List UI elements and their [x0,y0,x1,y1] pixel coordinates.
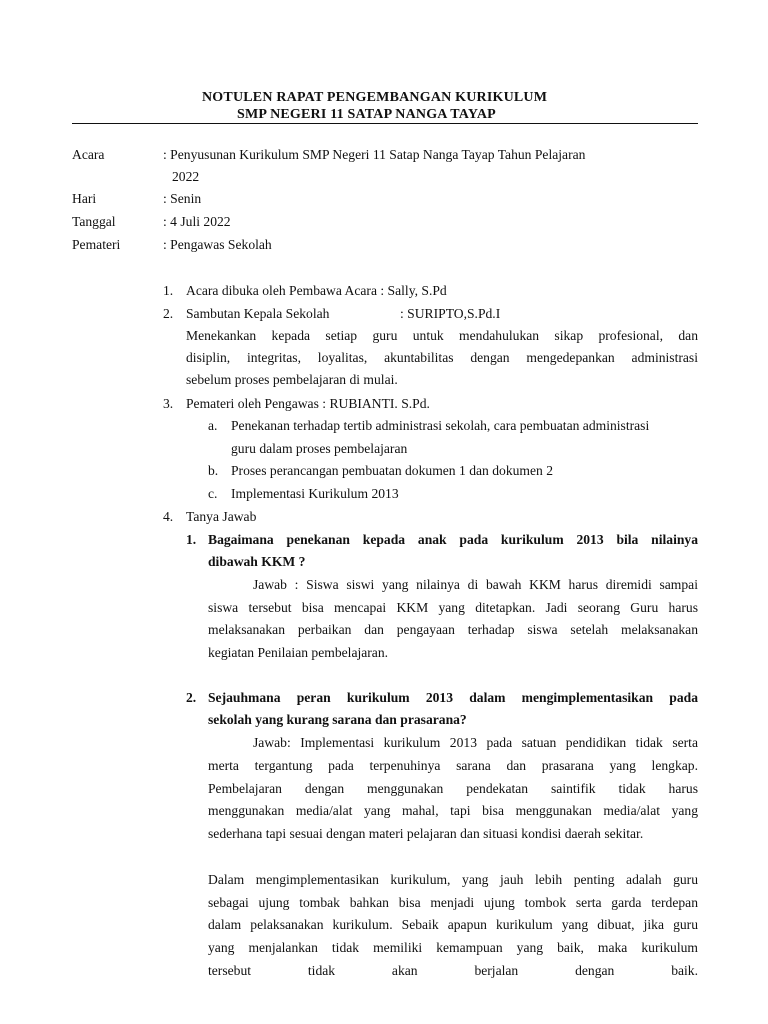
answer-2-line1: Jawab: Implementasi kurikulum 2013 pada satuan pendidikan tidak serta [253,735,698,750]
question-number-2: 2. [186,690,197,705]
sub-letter-b: b. [208,463,219,478]
agenda-item-2-para-line3: sebelum proses pembelajaran di mulai. [186,372,398,387]
agenda-item-3-text: Pemateri oleh Pengawas : RUBIANTI. S.Pd. [186,396,430,411]
info-value-pemateri: : Pengawas Sekolah [163,237,272,252]
title-underline [72,123,698,124]
info-label-pemateri: Pemateri [72,237,121,252]
question-number-1: 1. [186,532,197,547]
answer-2-line4: menggunakan media/alat yang mahal, tapi bisa menggunakan media/alat yang [208,803,698,818]
sub-item-a-line1: Penekanan terhadap tertib administrasi sekolah, cara pembuatan administrasi [231,418,650,433]
answer-1-line4: kegiatan Penilaian pembelajaran. [208,645,389,660]
answer-1-line1: Jawab : Siswa siswi yang nilainya di bawah KKM harus diremidi sampai [253,577,698,592]
sub-item-c: Implementasi Kurikulum 2013 [231,486,399,501]
agenda-item-2-value: : SURIPTO,S.Pd.I [400,306,501,321]
info-value-tanggal: : 4 Juli 2022 [163,214,231,229]
info-label-tanggal: Tanggal [72,214,116,229]
info-label-hari: Hari [72,191,97,206]
question-1-line1: Bagaimana penekanan kepada anak pada kurikulum 2013 bila nilainya [208,532,698,547]
info-value-hari: : Senin [163,191,202,206]
agenda-number-4: 4. [163,509,174,524]
agenda-item-2-label: Sambutan Kepala Sekolah [186,306,330,321]
agenda-number-2: 2. [163,306,174,321]
answer-2-line5: sederhana tapi sesuai dengan materi pelajaran dan situasi kondisi daerah sekitar. [208,826,644,841]
sub-item-b: Proses perancangan pembuatan dokumen 1 dan dokumen 2 [231,463,554,478]
answer-1-line2: siswa tersebut bisa mencapai KKM yang ditetapkan. Jadi seorang Guru harus [208,600,698,615]
sub-letter-a: a. [208,418,218,433]
document-title-line2: SMP NEGERI 11 SATAP NANGA TAYAP [237,107,496,122]
agenda-number-1: 1. [163,283,174,298]
info-label-acara: Acara [72,147,105,162]
sub-letter-c: c. [208,486,218,501]
answer-2-line2: merta tergantung pada terpenuhinya sarana dan prasarana yang lengkap. [208,758,698,773]
sub-item-a-line2: guru dalam proses pembelajaran [231,441,408,456]
answer-1-line3: melaksanakan perbaikan dan pengayaan terhadap siswa setelah melaksanakan [208,622,698,637]
agenda-number-3: 3. [163,396,174,411]
info-value-acara: : Penyusunan Kurikulum SMP Negeri 11 Satap Nanga Tayap Tahun Pelajaran [163,147,586,162]
answer-2-para2-line5: tersebut tidak akan berjalan dengan baik. [208,963,698,978]
agenda-item-2-para-line2: disiplin, integritas, loyalitas, akuntabilitas dengan mengedepankan administrasi [186,350,698,365]
answer-2-para2-line4: yang menjalankan tidak memiliki kemampuan yang baik, maka kurikulum [208,940,698,955]
agenda-item-4-text: Tanya Jawab [186,509,257,524]
document-title-line1: NOTULEN RAPAT PENGEMBANGAN KURIKULUM [202,90,548,105]
question-2-line1: Sejauhmana peran kurikulum 2013 dalam mengimplementasikan pada [208,690,698,705]
question-2-line2: sekolah yang kurang sarana dan prasarana? [208,712,467,727]
agenda-item-1-text: Acara dibuka oleh Pembawa Acara : Sally, S.Pd [186,283,447,298]
answer-2-para2-line3: dalam pelaksanakan kurikulum. Sebaik apapun kurikulum yang dibuat, jika guru [208,917,698,932]
answer-2-para2-line1: Dalam mengimplementasikan kurikulum, yang jauh lebih penting adalah guru [208,872,698,887]
question-1-line2: dibawah KKM ? [208,554,306,569]
answer-2-para2-line2: sebagai ujung tombak bahkan bisa menjadi ujung tombok serta garda terdepan [208,895,698,910]
info-value-acara-cont: 2022 [172,169,200,184]
agenda-item-2-para-line1: Menekankan kepada setiap guru untuk mendahulukan sikap profesional, dan [186,328,698,343]
answer-2-line3: Pembelajaran dengan menggunakan pendekatan saintifik tidak harus [208,781,698,796]
